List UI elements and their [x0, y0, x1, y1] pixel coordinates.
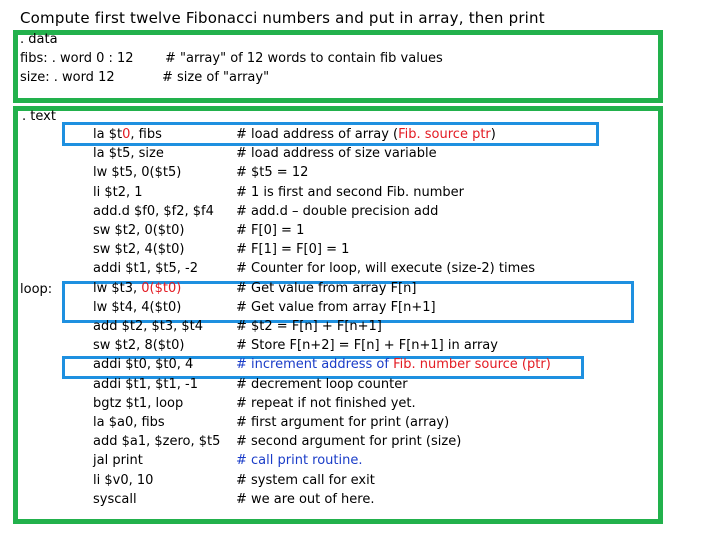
- comment-line-15: [236, 396, 416, 412]
- code-text: la $t: [93, 127, 123, 142]
- code-line-16: [93, 415, 165, 431]
- comment-line-18: [236, 453, 363, 469]
- code-text: jal print: [93, 453, 143, 468]
- comment-text: # we are out of here.: [236, 492, 375, 507]
- code-line-18: [93, 453, 143, 469]
- text-directive: . text: [22, 109, 56, 124]
- comment-text: # Counter for loop, will execute (size-2) times: [236, 261, 536, 276]
- code-highlight: 0: [122, 127, 131, 142]
- comment-line-19: [236, 473, 375, 489]
- code-highlight: 0($t0): [141, 281, 182, 296]
- code-text: lw $t3,: [93, 281, 142, 296]
- code-line-19: [93, 473, 153, 489]
- comment-text: # decrement loop counter: [236, 377, 408, 392]
- data-line-comment-1: # "array" of 12 words to contain fib values: [165, 51, 443, 66]
- comment-text: # system call for exit: [236, 473, 375, 488]
- code-line-20: [93, 492, 137, 508]
- comment-text: # $t2 = F[n] + F[n+1]: [236, 319, 382, 334]
- comment-text: # add.d – double precision add: [236, 204, 439, 219]
- code-text: sw $t2, 8($t0): [93, 338, 185, 353]
- code-line-10: [93, 300, 181, 316]
- comment-text: # Store F[n+2] = F[n] + F[n+1] in array: [236, 338, 498, 353]
- comment-text: # Get value from array F[n+1]: [236, 300, 436, 315]
- page-title: Compute first twelve Fibonacci numbers and put in array, then print: [20, 9, 545, 27]
- comment-text: # $t5 = 12: [236, 165, 309, 180]
- comment-line-13: [236, 357, 551, 373]
- data-line-code-2: size: . word 12: [20, 70, 115, 85]
- comment-line-14: [236, 377, 408, 393]
- code-text: add.d $f0, $f2, $f4: [93, 204, 214, 219]
- code-line-2: [93, 146, 164, 162]
- comment-line-1: [236, 127, 496, 143]
- code-line-12: [93, 338, 185, 354]
- comment-line-11: [236, 319, 382, 335]
- comment-line-17: [236, 434, 461, 450]
- code-line-7: [93, 242, 185, 258]
- code-text: , fibs: [130, 127, 162, 142]
- data-line-comment-2: # size of "array": [162, 70, 270, 85]
- code-text: lw $t4, 4($t0): [93, 300, 182, 315]
- code-line-15: [93, 396, 183, 412]
- code-text: lw $t5, 0($t5): [93, 165, 182, 180]
- comment-line-6: [236, 223, 304, 239]
- code-text: li $v0, 10: [93, 473, 154, 488]
- comment-text: # F[0] = 1: [236, 223, 305, 238]
- code-line-17: [93, 434, 220, 450]
- comment-text: ): [490, 127, 496, 142]
- comment-highlight: Fib. number source (ptr): [393, 357, 551, 372]
- comment-line-16: [236, 415, 449, 431]
- code-line-14: [93, 377, 198, 393]
- code-line-6: [93, 223, 185, 239]
- code-line-4: [93, 185, 143, 201]
- comment-line-8: [236, 261, 535, 277]
- code-line-3: [93, 165, 181, 181]
- comment-line-7: [236, 242, 349, 258]
- comment-text: # increment address of: [236, 357, 394, 372]
- code-text: add $t2, $t3, $t4: [93, 319, 204, 334]
- comment-text: # load address of array (: [236, 127, 399, 142]
- code-text: li $t2, 1: [93, 185, 143, 200]
- code-text: bgtz $t1, loop: [93, 396, 184, 411]
- comment-line-4: [236, 185, 464, 201]
- comment-text: # Get value from array F[n]: [236, 281, 417, 296]
- comment-line-20: [236, 492, 374, 508]
- comment-line-5: [236, 204, 438, 220]
- code-line-9: [93, 281, 181, 297]
- code-line-13: [93, 357, 193, 373]
- code-line-8: [93, 261, 198, 277]
- comment-text: # repeat if not finished yet.: [236, 396, 416, 411]
- code-text: sw $t2, 0($t0): [93, 223, 185, 238]
- code-text: syscall: [93, 492, 137, 507]
- code-line-5: [93, 204, 214, 220]
- comment-line-12: [236, 338, 498, 354]
- loop-label: loop:: [20, 282, 53, 297]
- comment-line-9: [236, 281, 416, 297]
- comment-text: # second argument for print (size): [236, 434, 462, 449]
- comment-text: # load address of size variable: [236, 146, 437, 161]
- code-text: la $a0, fibs: [93, 415, 165, 430]
- code-text: addi $t1, $t1, -1: [93, 377, 198, 392]
- comment-text: # F[1] = F[0] = 1: [236, 242, 350, 257]
- comment-text: # 1 is first and second Fib. number: [236, 185, 464, 200]
- code-text: sw $t2, 4($t0): [93, 242, 185, 257]
- data-line-code-1: fibs: . word 0 : 12: [20, 51, 134, 66]
- code-text: add $a1, $zero, $t5: [93, 434, 221, 449]
- comment-text: # first argument for print (array): [236, 415, 450, 430]
- code-text: addi $t1, $t5, -2: [93, 261, 198, 276]
- comment-highlight: Fib. source ptr: [398, 127, 491, 142]
- comment-text: # call print routine.: [236, 453, 363, 468]
- code-text: addi $t0, $t0, 4: [93, 357, 194, 372]
- comment-line-2: [236, 146, 437, 162]
- comment-line-10: [236, 300, 436, 316]
- data-directive: . data: [20, 32, 58, 47]
- code-line-1: [93, 127, 162, 143]
- comment-line-3: [236, 165, 308, 181]
- code-text: la $t5, size: [93, 146, 164, 161]
- code-line-11: [93, 319, 203, 335]
